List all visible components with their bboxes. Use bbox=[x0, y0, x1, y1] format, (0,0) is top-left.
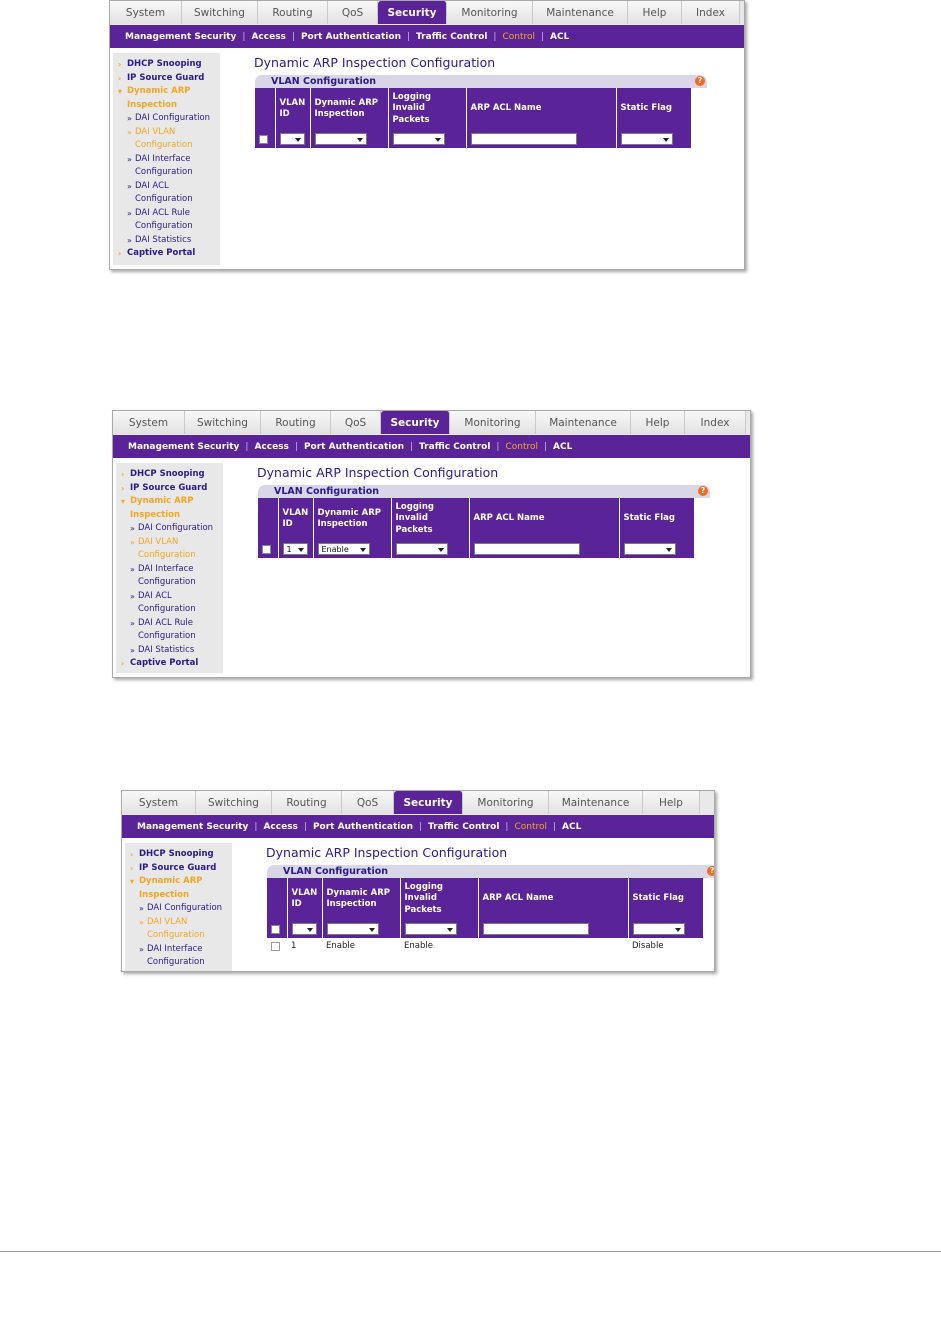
sidebar-item-dai-acl-configuration[interactable]: » DAI ACL bbox=[130, 590, 172, 601]
chevron-down-icon bbox=[298, 548, 304, 552]
sidebar-item-ip-source-guard[interactable]: › IP Source Guard bbox=[121, 482, 208, 493]
cell-arp-acl-name bbox=[478, 938, 628, 954]
cell-vlan-id: 1 bbox=[287, 938, 322, 954]
help-icon[interactable]: ? bbox=[695, 76, 705, 86]
static-flag-select[interactable] bbox=[621, 133, 673, 145]
row-checkbox[interactable] bbox=[271, 942, 280, 951]
sidebar bbox=[125, 843, 232, 972]
page-title: Dynamic ARP Inspection Configuration bbox=[266, 845, 508, 860]
cell-logging: Enable bbox=[400, 938, 478, 954]
tab-index[interactable]: Index bbox=[682, 1, 740, 24]
sidebar-item-dynamic-arp-inspection[interactable]: ▾ Dynamic ARP bbox=[121, 496, 194, 506]
tab-routing[interactable]: Routing bbox=[272, 791, 342, 814]
sidebar-item-dai-acl-rule-configuration-line2: Configuration bbox=[135, 221, 193, 231]
subnav-access[interactable]: Access bbox=[263, 821, 298, 832]
input-row bbox=[267, 920, 703, 938]
vlan-config-table bbox=[267, 878, 703, 954]
sidebar-item-ip-source-guard[interactable]: › IP Source Guard bbox=[118, 72, 205, 83]
subnav-traffic-control[interactable]: Traffic Control bbox=[416, 31, 488, 42]
dai-select[interactable] bbox=[327, 923, 379, 935]
tab-maintenance[interactable]: Maintenance bbox=[533, 1, 628, 24]
vlan-id-select[interactable]: 1 bbox=[283, 543, 308, 555]
main-tab-bar bbox=[110, 1, 744, 26]
sidebar-item-dai-statistics[interactable]: » DAI Statistics bbox=[127, 234, 192, 245]
chevron-down-icon bbox=[295, 138, 301, 142]
tab-system[interactable]: System bbox=[113, 411, 185, 434]
header-logging-invalid-packets: Logging Invalid Packets bbox=[388, 88, 466, 130]
header-select bbox=[258, 498, 278, 540]
header-arp-acl-name: ARP ACL Name bbox=[469, 498, 619, 540]
main-content bbox=[265, 845, 715, 954]
tab-security[interactable]: Security bbox=[381, 411, 450, 434]
chevron-down-icon bbox=[369, 928, 375, 932]
section-title: VLAN Configuration bbox=[283, 866, 389, 877]
sidebar-item-dhcp-snooping[interactable]: › DHCP Snooping bbox=[130, 849, 214, 859]
vlan-config-table bbox=[258, 498, 694, 558]
sidebar-item-dai-acl-rule-configuration[interactable]: » DAI ACL Rule bbox=[130, 617, 193, 628]
sidebar-item-dynamic-arp-inspection[interactable]: ▾ Dynamic ARP bbox=[118, 86, 191, 96]
header-vlan-id: VLAN ID bbox=[287, 878, 322, 920]
subnav-traffic-control[interactable]: Traffic Control bbox=[419, 441, 491, 452]
header-select bbox=[267, 878, 287, 920]
sidebar-item-captive-portal[interactable]: › Captive Portal bbox=[121, 658, 199, 668]
sidebar-item-dynamic-arp-inspection-line2: Inspection bbox=[130, 509, 181, 520]
tab-help[interactable]: Help bbox=[628, 1, 682, 24]
screenshot-result-row bbox=[121, 790, 715, 972]
dai-select[interactable]: Enable bbox=[318, 543, 370, 555]
screenshot-filled-form bbox=[112, 410, 751, 678]
select-all-checkbox[interactable] bbox=[262, 545, 271, 554]
arp-acl-name-input[interactable] bbox=[471, 133, 577, 145]
arp-acl-name-input[interactable] bbox=[474, 543, 580, 555]
page-footer-rule bbox=[0, 1251, 941, 1252]
sidebar-item-dai-acl-rule-configuration[interactable]: » DAI ACL Rule bbox=[127, 207, 190, 218]
sidebar-item-dai-vlan-configuration-line2: Configuration bbox=[138, 550, 196, 560]
sidebar-item-dai-interface-configuration[interactable]: » DAI Interface bbox=[127, 153, 191, 164]
chevron-down-icon bbox=[675, 928, 681, 932]
chevron-down-icon bbox=[663, 138, 669, 142]
tab-system[interactable]: System bbox=[110, 1, 182, 24]
subnav-management-security[interactable]: Management Security bbox=[128, 441, 240, 452]
chevron-down-icon bbox=[307, 928, 313, 932]
tab-qos[interactable]: QoS bbox=[331, 411, 381, 434]
input-row bbox=[255, 130, 691, 148]
chevron-down-icon bbox=[435, 138, 441, 142]
tab-qos[interactable]: QoS bbox=[328, 1, 378, 24]
main-tab-bar bbox=[113, 411, 750, 436]
sidebar-item-dai-interface-configuration-line2: Configuration bbox=[147, 957, 205, 967]
header-arp-acl-name: ARP ACL Name bbox=[478, 878, 628, 920]
chevron-down-icon bbox=[438, 548, 444, 552]
sidebar-item-dai-vlan-configuration-line2: Configuration bbox=[135, 140, 193, 150]
table-row bbox=[267, 938, 703, 954]
subnav-acl[interactable]: ACL bbox=[553, 441, 573, 452]
subnav-acl[interactable]: ACL bbox=[562, 821, 582, 832]
header-static-flag: Static Flag bbox=[628, 878, 703, 920]
sidebar-item-dai-acl-configuration-line2: Configuration bbox=[135, 194, 193, 204]
sidebar-item-dai-vlan-configuration[interactable]: » DAI VLAN bbox=[127, 126, 176, 137]
screenshot-empty-form bbox=[109, 0, 745, 270]
tab-help[interactable]: Help bbox=[631, 411, 685, 434]
chevron-down-icon bbox=[666, 548, 672, 552]
main-content bbox=[256, 465, 746, 558]
section-title: VLAN Configuration bbox=[274, 486, 380, 497]
header-logging-invalid-packets: Logging Invalid Packets bbox=[400, 878, 478, 920]
sidebar-item-dai-interface-configuration-line2: Configuration bbox=[135, 167, 193, 177]
arp-acl-name-input[interactable] bbox=[483, 923, 589, 935]
sidebar-item-dai-acl-configuration-line2: Configuration bbox=[138, 604, 196, 614]
sidebar-item-dai-acl-configuration[interactable]: » DAI ACL bbox=[127, 180, 169, 191]
sidebar-item-dai-vlan-configuration-line2: Configuration bbox=[147, 930, 205, 940]
subnav-management-security[interactable]: Management Security bbox=[125, 31, 237, 42]
page-title: Dynamic ARP Inspection Configuration bbox=[257, 465, 499, 480]
section-title: VLAN Configuration bbox=[271, 76, 377, 87]
logging-select[interactable] bbox=[405, 923, 457, 935]
input-row bbox=[258, 540, 694, 558]
tab-security[interactable]: Security bbox=[394, 791, 463, 814]
sidebar-item-dai-acl-rule-configuration-line2: Configuration bbox=[138, 631, 196, 641]
tab-index[interactable]: Index bbox=[685, 411, 746, 434]
section-header bbox=[267, 865, 715, 878]
sidebar-item-dai-configuration[interactable]: » DAI Configuration bbox=[139, 903, 223, 913]
sidebar-item-dai-interface-configuration[interactable]: » DAI Interface bbox=[139, 943, 203, 954]
header-dynamic-arp-inspection: Dynamic ARP Inspection bbox=[310, 88, 388, 130]
subnav-port-authentication[interactable]: Port Authentication bbox=[300, 31, 401, 42]
header-dynamic-arp-inspection: Dynamic ARP Inspection bbox=[313, 498, 391, 540]
tab-maintenance[interactable]: Maintenance bbox=[536, 411, 631, 434]
static-flag-select[interactable] bbox=[633, 923, 685, 935]
sub-navigation: Management Security | Access | Port Authentication | Traffic Control | Control | ACL bbox=[110, 25, 744, 48]
sub-navigation: Management Security | Access | Port Authentication | Traffic Control | Control | ACL bbox=[113, 435, 750, 458]
static-flag-select[interactable] bbox=[624, 543, 676, 555]
chevron-down-icon bbox=[447, 928, 453, 932]
vlan-id-select[interactable] bbox=[292, 923, 317, 935]
chevron-down-icon bbox=[360, 548, 366, 552]
subnav-port-authentication[interactable]: Port Authentication bbox=[312, 821, 413, 832]
tab-maintenance[interactable]: Maintenance bbox=[549, 791, 643, 814]
logging-select[interactable] bbox=[393, 133, 445, 145]
header-select bbox=[255, 88, 275, 130]
subnav-control[interactable]: Control bbox=[514, 821, 547, 832]
select-all-checkbox[interactable] bbox=[271, 925, 280, 934]
tab-system[interactable]: System bbox=[122, 791, 196, 814]
logging-select[interactable] bbox=[396, 543, 448, 555]
tab-switching[interactable]: Switching bbox=[196, 791, 272, 814]
sidebar-item-dai-vlan-configuration[interactable]: » DAI VLAN bbox=[130, 536, 179, 547]
main-tab-bar bbox=[122, 791, 714, 816]
tab-monitoring[interactable]: Monitoring bbox=[447, 1, 533, 24]
dai-select[interactable] bbox=[315, 133, 367, 145]
page-title: Dynamic ARP Inspection Configuration bbox=[254, 55, 496, 70]
sidebar-item-dynamic-arp-inspection-line2: Inspection bbox=[139, 889, 190, 900]
chevron-down-icon bbox=[357, 138, 363, 142]
sub-navigation: Management Security | Access | Port Authentication | Traffic Control | Control | ACL bbox=[122, 815, 714, 838]
header-static-flag: Static Flag bbox=[619, 498, 694, 540]
header-arp-acl-name: ARP ACL Name bbox=[466, 88, 616, 130]
vlan-id-select[interactable] bbox=[280, 133, 305, 145]
vlan-config-table bbox=[255, 88, 691, 148]
section-header bbox=[255, 75, 707, 88]
help-icon[interactable]: ? bbox=[698, 486, 708, 496]
subnav-access[interactable]: Access bbox=[254, 441, 289, 452]
cell-dai: Enable bbox=[322, 938, 400, 954]
tab-monitoring[interactable]: Monitoring bbox=[463, 791, 549, 814]
sidebar-item-dynamic-arp-inspection-line2: Inspection bbox=[127, 99, 178, 110]
tab-switching[interactable]: Switching bbox=[185, 411, 261, 434]
tab-routing[interactable]: Routing bbox=[258, 1, 328, 24]
sidebar-item-dhcp-snooping[interactable]: › DHCP Snooping bbox=[121, 469, 205, 479]
tab-routing[interactable]: Routing bbox=[261, 411, 331, 434]
tab-help[interactable]: Help bbox=[643, 791, 700, 814]
sidebar bbox=[113, 53, 220, 265]
sidebar-item-dai-statistics[interactable]: » DAI Statistics bbox=[130, 644, 195, 655]
header-static-flag: Static Flag bbox=[616, 88, 691, 130]
subnav-port-authentication[interactable]: Port Authentication bbox=[303, 441, 404, 452]
subnav-traffic-control[interactable]: Traffic Control bbox=[428, 821, 500, 832]
sidebar-item-ip-source-guard[interactable]: › IP Source Guard bbox=[130, 862, 217, 873]
tab-switching[interactable]: Switching bbox=[182, 1, 258, 24]
subnav-acl[interactable]: ACL bbox=[550, 31, 570, 42]
select-all-checkbox[interactable] bbox=[259, 135, 268, 144]
subnav-control[interactable]: Control bbox=[505, 441, 538, 452]
sidebar-item-dai-configuration[interactable]: » DAI Configuration bbox=[130, 523, 214, 533]
sidebar-item-captive-portal[interactable]: › Captive Portal bbox=[118, 248, 196, 258]
cell-static-flag: Disable bbox=[628, 938, 703, 954]
help-icon[interactable]: ? bbox=[707, 866, 715, 876]
sidebar-item-dai-interface-configuration-line2: Configuration bbox=[138, 577, 196, 587]
subnav-access[interactable]: Access bbox=[251, 31, 286, 42]
tab-qos[interactable]: QoS bbox=[342, 791, 394, 814]
tab-monitoring[interactable]: Monitoring bbox=[450, 411, 536, 434]
sidebar-item-dai-interface-configuration[interactable]: » DAI Interface bbox=[130, 563, 194, 574]
main-content bbox=[253, 55, 740, 148]
sidebar-item-dai-configuration[interactable]: » DAI Configuration bbox=[127, 113, 211, 123]
sidebar-item-dynamic-arp-inspection[interactable]: ▾ Dynamic ARP bbox=[130, 876, 203, 886]
subnav-management-security[interactable]: Management Security bbox=[137, 821, 249, 832]
sidebar-item-dhcp-snooping[interactable]: › DHCP Snooping bbox=[118, 59, 202, 69]
section-header bbox=[258, 485, 710, 498]
sidebar-item-dai-vlan-configuration[interactable]: » DAI VLAN bbox=[139, 916, 188, 927]
sidebar bbox=[116, 463, 223, 673]
header-dynamic-arp-inspection: Dynamic ARP Inspection bbox=[322, 878, 400, 920]
tab-security[interactable]: Security bbox=[378, 1, 447, 24]
header-logging-invalid-packets: Logging Invalid Packets bbox=[391, 498, 469, 540]
header-vlan-id: VLAN ID bbox=[278, 498, 313, 540]
header-vlan-id: VLAN ID bbox=[275, 88, 310, 130]
subnav-control[interactable]: Control bbox=[502, 31, 535, 42]
